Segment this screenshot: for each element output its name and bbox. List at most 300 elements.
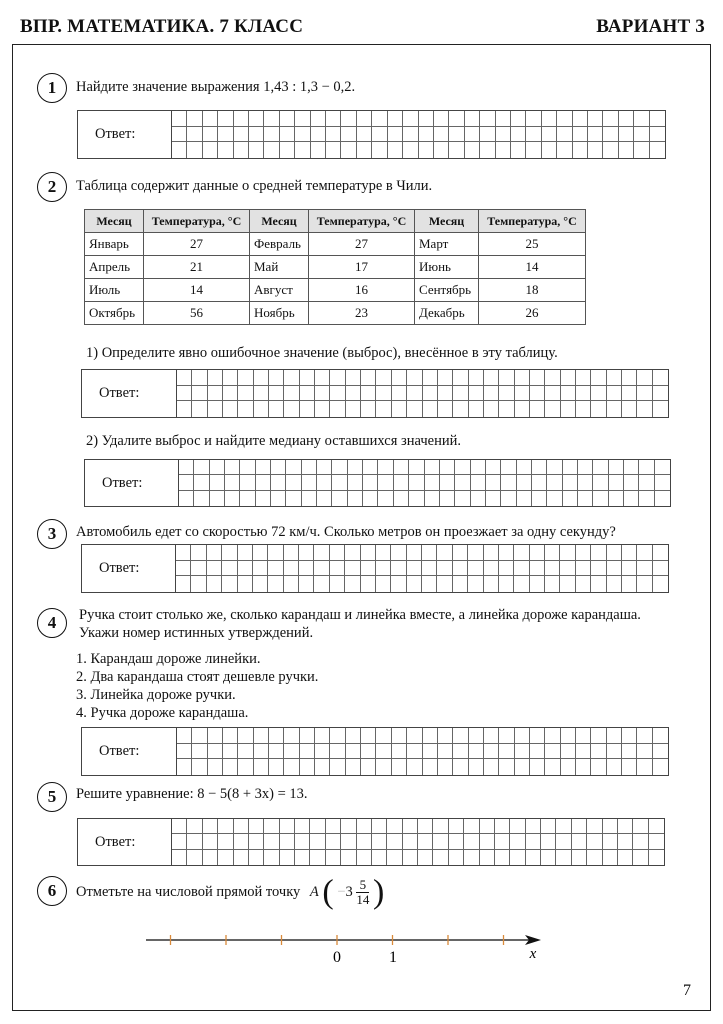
answer-cell[interactable]	[453, 744, 468, 760]
answer-cell[interactable]	[480, 834, 495, 849]
answer-box-3[interactable]	[81, 544, 669, 593]
answer-cell[interactable]	[526, 834, 541, 849]
answer-cell[interactable]	[526, 142, 541, 158]
answer-cell[interactable]	[423, 401, 438, 417]
answer-cell[interactable]	[622, 759, 637, 775]
answer-cell[interactable]	[284, 759, 299, 775]
answer-cell[interactable]	[409, 475, 424, 490]
answer-cell[interactable]	[372, 111, 387, 127]
answer-cell[interactable]	[345, 561, 360, 577]
answer-cell[interactable]	[330, 401, 345, 417]
answer-cell[interactable]	[486, 475, 501, 490]
answer-cell[interactable]	[501, 460, 516, 475]
answer-cell[interactable]	[556, 819, 571, 834]
answer-cell[interactable]	[511, 111, 526, 127]
answer-cell[interactable]	[330, 744, 345, 760]
answer-cell[interactable]	[269, 370, 284, 386]
answer-cell[interactable]	[363, 491, 378, 506]
answer-cell[interactable]	[486, 460, 501, 475]
answer-cell[interactable]	[591, 561, 606, 577]
answer-box-5[interactable]	[77, 818, 665, 866]
answer-cell[interactable]	[187, 111, 202, 127]
answer-cell[interactable]	[607, 401, 622, 417]
answer-cell[interactable]	[254, 744, 269, 760]
answer-cell[interactable]	[591, 744, 606, 760]
answer-cell[interactable]	[484, 561, 499, 577]
answer-cell[interactable]	[187, 142, 202, 158]
answer-cell[interactable]	[223, 370, 238, 386]
answer-cell[interactable]	[407, 401, 422, 417]
answer-cell[interactable]	[326, 834, 341, 849]
answer-cell[interactable]	[572, 834, 587, 849]
answer-cell[interactable]	[622, 545, 637, 561]
answer-cell[interactable]	[256, 491, 271, 506]
answer-cell[interactable]	[591, 759, 606, 775]
answer-cell[interactable]	[653, 561, 668, 577]
answer-cell[interactable]	[440, 460, 455, 475]
answer-cell[interactable]	[545, 744, 560, 760]
answer-cell[interactable]	[453, 386, 468, 402]
answer-cell[interactable]	[191, 561, 206, 577]
answer-cell[interactable]	[361, 370, 376, 386]
answer-cell[interactable]	[256, 475, 271, 490]
answer-cell[interactable]	[464, 850, 479, 865]
answer-cell[interactable]	[192, 386, 207, 402]
answer-cell[interactable]	[515, 386, 530, 402]
answer-cell[interactable]	[315, 401, 330, 417]
answer-cell[interactable]	[607, 576, 622, 592]
answer-cell[interactable]	[284, 545, 299, 561]
answer-cell[interactable]	[392, 386, 407, 402]
answer-cell[interactable]	[346, 728, 361, 744]
answer-cell[interactable]	[203, 142, 218, 158]
answer-cell[interactable]	[650, 111, 665, 127]
answer-cell[interactable]	[310, 834, 325, 849]
answer-cell[interactable]	[403, 111, 418, 127]
answer-cell[interactable]	[561, 728, 576, 744]
answer-cell[interactable]	[530, 759, 545, 775]
answer-cell[interactable]	[348, 491, 363, 506]
answer-cell[interactable]	[357, 834, 372, 849]
answer-cell[interactable]	[624, 475, 639, 490]
answer-cell[interactable]	[639, 460, 654, 475]
answer-cell[interactable]	[210, 475, 225, 490]
answer-cell[interactable]	[376, 744, 391, 760]
answer-cell[interactable]	[532, 491, 547, 506]
answer-cell[interactable]	[177, 759, 192, 775]
answer-cell[interactable]	[286, 491, 301, 506]
answer-cell[interactable]	[286, 460, 301, 475]
answer-cell[interactable]	[388, 142, 403, 158]
answer-cell[interactable]	[387, 850, 402, 865]
answer-cell[interactable]	[407, 386, 422, 402]
answer-cell[interactable]	[300, 401, 315, 417]
answer-cell[interactable]	[302, 491, 317, 506]
answer-cell[interactable]	[271, 491, 286, 506]
answer-cell[interactable]	[449, 850, 464, 865]
answer-grid[interactable]	[177, 728, 668, 775]
answer-cell[interactable]	[484, 386, 499, 402]
answer-cell[interactable]	[403, 819, 418, 834]
answer-cell[interactable]	[187, 819, 202, 834]
answer-cell[interactable]	[499, 386, 514, 402]
answer-cell[interactable]	[326, 142, 341, 158]
answer-cell[interactable]	[449, 127, 464, 143]
answer-cell[interactable]	[191, 545, 206, 561]
answer-cell[interactable]	[300, 386, 315, 402]
answer-cell[interactable]	[510, 819, 525, 834]
answer-cell[interactable]	[254, 370, 269, 386]
answer-cell[interactable]	[253, 576, 268, 592]
answer-cell[interactable]	[423, 370, 438, 386]
answer-cell[interactable]	[218, 819, 233, 834]
answer-cell[interactable]	[302, 460, 317, 475]
answer-cell[interactable]	[361, 561, 376, 577]
answer-cell[interactable]	[295, 819, 310, 834]
answer-cell[interactable]	[471, 460, 486, 475]
answer-cell[interactable]	[556, 834, 571, 849]
answer-cell[interactable]	[315, 370, 330, 386]
answer-cell[interactable]	[530, 576, 545, 592]
answer-cell[interactable]	[653, 370, 668, 386]
answer-cell[interactable]	[609, 460, 624, 475]
answer-cell[interactable]	[332, 475, 347, 490]
answer-cell[interactable]	[315, 728, 330, 744]
answer-cell[interactable]	[469, 401, 484, 417]
answer-cell[interactable]	[587, 819, 602, 834]
answer-cell[interactable]	[560, 545, 575, 561]
answer-cell[interactable]	[563, 491, 578, 506]
answer-cell[interactable]	[208, 744, 223, 760]
answer-cell[interactable]	[332, 491, 347, 506]
answer-cell[interactable]	[207, 545, 222, 561]
answer-grid[interactable]	[176, 545, 668, 592]
answer-cell[interactable]	[341, 111, 356, 127]
answer-cell[interactable]	[561, 386, 576, 402]
answer-cell[interactable]	[526, 111, 541, 127]
answer-cell[interactable]	[269, 386, 284, 402]
answer-cell[interactable]	[514, 561, 529, 577]
answer-cell[interactable]	[587, 850, 602, 865]
answer-cell[interactable]	[378, 491, 393, 506]
answer-cell[interactable]	[515, 728, 530, 744]
answer-cell[interactable]	[545, 545, 560, 561]
answer-cell[interactable]	[264, 819, 279, 834]
answer-cell[interactable]	[499, 370, 514, 386]
answer-cell[interactable]	[295, 850, 310, 865]
answer-cell[interactable]	[499, 561, 514, 577]
answer-cell[interactable]	[330, 386, 345, 402]
answer-cell[interactable]	[622, 561, 637, 577]
answer-cell[interactable]	[194, 475, 209, 490]
answer-cell[interactable]	[418, 850, 433, 865]
answer-cell[interactable]	[176, 561, 191, 577]
answer-cell[interactable]	[603, 850, 618, 865]
answer-cell[interactable]	[649, 819, 664, 834]
answer-cell[interactable]	[172, 850, 187, 865]
answer-cell[interactable]	[392, 759, 407, 775]
answer-cell[interactable]	[437, 545, 452, 561]
answer-cell[interactable]	[650, 127, 665, 143]
answer-cell[interactable]	[310, 850, 325, 865]
answer-cell[interactable]	[207, 561, 222, 577]
answer-cell[interactable]	[622, 386, 637, 402]
answer-cell[interactable]	[330, 561, 345, 577]
answer-cell[interactable]	[253, 561, 268, 577]
answer-cell[interactable]	[348, 460, 363, 475]
answer-grid[interactable]	[177, 370, 668, 417]
answer-cell[interactable]	[603, 819, 618, 834]
answer-cell[interactable]	[433, 850, 448, 865]
answer-cell[interactable]	[619, 127, 634, 143]
answer-cell[interactable]	[545, 576, 560, 592]
answer-cell[interactable]	[376, 386, 391, 402]
answer-cell[interactable]	[438, 401, 453, 417]
answer-cell[interactable]	[634, 142, 649, 158]
answer-cell[interactable]	[465, 111, 480, 127]
answer-cell[interactable]	[603, 111, 618, 127]
answer-cell[interactable]	[561, 759, 576, 775]
answer-cell[interactable]	[484, 744, 499, 760]
answer-cell[interactable]	[530, 728, 545, 744]
answer-cell[interactable]	[480, 111, 495, 127]
answer-cell[interactable]	[330, 728, 345, 744]
answer-cell[interactable]	[607, 545, 622, 561]
answer-cell[interactable]	[187, 834, 202, 849]
answer-cell[interactable]	[515, 759, 530, 775]
answer-cell[interactable]	[557, 142, 572, 158]
answer-cell[interactable]	[637, 561, 652, 577]
answer-cell[interactable]	[284, 386, 299, 402]
answer-cell[interactable]	[311, 111, 326, 127]
answer-cell[interactable]	[225, 460, 240, 475]
answer-cell[interactable]	[511, 127, 526, 143]
answer-cell[interactable]	[434, 127, 449, 143]
answer-cell[interactable]	[191, 576, 206, 592]
answer-cell[interactable]	[392, 401, 407, 417]
answer-cell[interactable]	[560, 561, 575, 577]
answer-cell[interactable]	[469, 759, 484, 775]
answer-cell[interactable]	[253, 545, 268, 561]
answer-cell[interactable]	[392, 728, 407, 744]
answer-cell[interactable]	[207, 576, 222, 592]
answer-cell[interactable]	[346, 759, 361, 775]
answer-cell[interactable]	[176, 545, 191, 561]
answer-cell[interactable]	[208, 386, 223, 402]
answer-cell[interactable]	[576, 401, 591, 417]
answer-cell[interactable]	[593, 460, 608, 475]
answer-cell[interactable]	[578, 491, 593, 506]
answer-cell[interactable]	[634, 111, 649, 127]
answer-cell[interactable]	[469, 728, 484, 744]
answer-cell[interactable]	[453, 545, 468, 561]
answer-cell[interactable]	[179, 475, 194, 490]
answer-cell[interactable]	[300, 370, 315, 386]
answer-cell[interactable]	[609, 475, 624, 490]
answer-cell[interactable]	[254, 386, 269, 402]
answer-cell[interactable]	[203, 850, 218, 865]
answer-cell[interactable]	[449, 142, 464, 158]
answer-cell[interactable]	[655, 491, 670, 506]
answer-grid[interactable]	[172, 819, 664, 865]
answer-cell[interactable]	[464, 834, 479, 849]
answer-cell[interactable]	[637, 576, 652, 592]
answer-cell[interactable]	[284, 401, 299, 417]
answer-cell[interactable]	[471, 475, 486, 490]
answer-cell[interactable]	[423, 728, 438, 744]
answer-cell[interactable]	[330, 759, 345, 775]
answer-cell[interactable]	[269, 759, 284, 775]
answer-cell[interactable]	[425, 475, 440, 490]
answer-cell[interactable]	[633, 819, 648, 834]
answer-cell[interactable]	[515, 401, 530, 417]
answer-cell[interactable]	[357, 111, 372, 127]
answer-cell[interactable]	[572, 850, 587, 865]
answer-cell[interactable]	[545, 370, 560, 386]
answer-cell[interactable]	[314, 545, 329, 561]
answer-cell[interactable]	[495, 850, 510, 865]
answer-cell[interactable]	[295, 834, 310, 849]
answer-cell[interactable]	[449, 819, 464, 834]
answer-cell[interactable]	[449, 834, 464, 849]
answer-cell[interactable]	[418, 834, 433, 849]
answer-cell[interactable]	[622, 370, 637, 386]
answer-cell[interactable]	[530, 370, 545, 386]
answer-cell[interactable]	[563, 460, 578, 475]
answer-cell[interactable]	[591, 728, 606, 744]
answer-cell[interactable]	[172, 111, 187, 127]
answer-cell[interactable]	[501, 491, 516, 506]
answer-cell[interactable]	[484, 728, 499, 744]
answer-cell[interactable]	[284, 370, 299, 386]
answer-cell[interactable]	[438, 386, 453, 402]
answer-cell[interactable]	[591, 576, 606, 592]
answer-cell[interactable]	[403, 127, 418, 143]
answer-cell[interactable]	[363, 460, 378, 475]
answer-cell[interactable]	[238, 370, 253, 386]
answer-cell[interactable]	[192, 728, 207, 744]
answer-cell[interactable]	[249, 850, 264, 865]
answer-cell[interactable]	[545, 561, 560, 577]
answer-cell[interactable]	[208, 759, 223, 775]
answer-cell[interactable]	[238, 759, 253, 775]
answer-cell[interactable]	[418, 819, 433, 834]
answer-cell[interactable]	[618, 819, 633, 834]
answer-cell[interactable]	[607, 728, 622, 744]
answer-cell[interactable]	[311, 142, 326, 158]
answer-cell[interactable]	[177, 401, 192, 417]
answer-cell[interactable]	[591, 545, 606, 561]
answer-cell[interactable]	[222, 576, 237, 592]
answer-cell[interactable]	[480, 142, 495, 158]
answer-cell[interactable]	[326, 819, 341, 834]
answer-cell[interactable]	[517, 460, 532, 475]
answer-cell[interactable]	[453, 728, 468, 744]
answer-cell[interactable]	[330, 370, 345, 386]
answer-cell[interactable]	[194, 491, 209, 506]
answer-cell[interactable]	[240, 460, 255, 475]
answer-cell[interactable]	[376, 728, 391, 744]
answer-cell[interactable]	[407, 759, 422, 775]
answer-cell[interactable]	[203, 127, 218, 143]
answer-cell[interactable]	[268, 545, 283, 561]
answer-cell[interactable]	[372, 142, 387, 158]
answer-cell[interactable]	[622, 576, 637, 592]
answer-cell[interactable]	[423, 744, 438, 760]
answer-cell[interactable]	[547, 475, 562, 490]
answer-cell[interactable]	[407, 744, 422, 760]
answer-cell[interactable]	[394, 460, 409, 475]
answer-cell[interactable]	[238, 744, 253, 760]
answer-cell[interactable]	[449, 111, 464, 127]
answer-cell[interactable]	[557, 111, 572, 127]
answer-cell[interactable]	[637, 759, 652, 775]
answer-cell[interactable]	[464, 819, 479, 834]
answer-cell[interactable]	[403, 142, 418, 158]
answer-cell[interactable]	[438, 744, 453, 760]
answer-cell[interactable]	[225, 491, 240, 506]
answer-cell[interactable]	[234, 850, 249, 865]
answer-cell[interactable]	[542, 111, 557, 127]
answer-cell[interactable]	[425, 491, 440, 506]
answer-cell[interactable]	[545, 386, 560, 402]
answer-cell[interactable]	[576, 759, 591, 775]
answer-cell[interactable]	[264, 127, 279, 143]
answer-cell[interactable]	[499, 759, 514, 775]
answer-cell[interactable]	[254, 759, 269, 775]
answer-cell[interactable]	[234, 142, 249, 158]
answer-cell[interactable]	[376, 370, 391, 386]
answer-cell[interactable]	[511, 142, 526, 158]
answer-cell[interactable]	[299, 545, 314, 561]
answer-cell[interactable]	[187, 127, 202, 143]
answer-cell[interactable]	[392, 370, 407, 386]
answer-cell[interactable]	[510, 850, 525, 865]
answer-cell[interactable]	[176, 576, 191, 592]
answer-cell[interactable]	[394, 491, 409, 506]
answer-cell[interactable]	[578, 460, 593, 475]
answer-cell[interactable]	[284, 576, 299, 592]
answer-cell[interactable]	[633, 834, 648, 849]
answer-cell[interactable]	[315, 744, 330, 760]
answer-cell[interactable]	[225, 475, 240, 490]
answer-cell[interactable]	[653, 759, 668, 775]
answer-cell[interactable]	[607, 370, 622, 386]
answer-cell[interactable]	[545, 728, 560, 744]
answer-cell[interactable]	[409, 491, 424, 506]
answer-cell[interactable]	[254, 728, 269, 744]
answer-cell[interactable]	[341, 850, 356, 865]
answer-cell[interactable]	[637, 545, 652, 561]
answer-cell[interactable]	[468, 561, 483, 577]
answer-cell[interactable]	[234, 819, 249, 834]
answer-cell[interactable]	[172, 142, 187, 158]
answer-cell[interactable]	[486, 491, 501, 506]
answer-cell[interactable]	[653, 386, 668, 402]
answer-box-1[interactable]	[77, 110, 666, 159]
answer-cell[interactable]	[468, 545, 483, 561]
answer-cell[interactable]	[480, 127, 495, 143]
answer-cell[interactable]	[254, 401, 269, 417]
answer-cell[interactable]	[295, 127, 310, 143]
answer-cell[interactable]	[378, 475, 393, 490]
answer-cell[interactable]	[530, 401, 545, 417]
answer-cell[interactable]	[624, 460, 639, 475]
answer-cell[interactable]	[469, 744, 484, 760]
answer-cell[interactable]	[357, 850, 372, 865]
answer-cell[interactable]	[655, 475, 670, 490]
answer-cell[interactable]	[530, 561, 545, 577]
